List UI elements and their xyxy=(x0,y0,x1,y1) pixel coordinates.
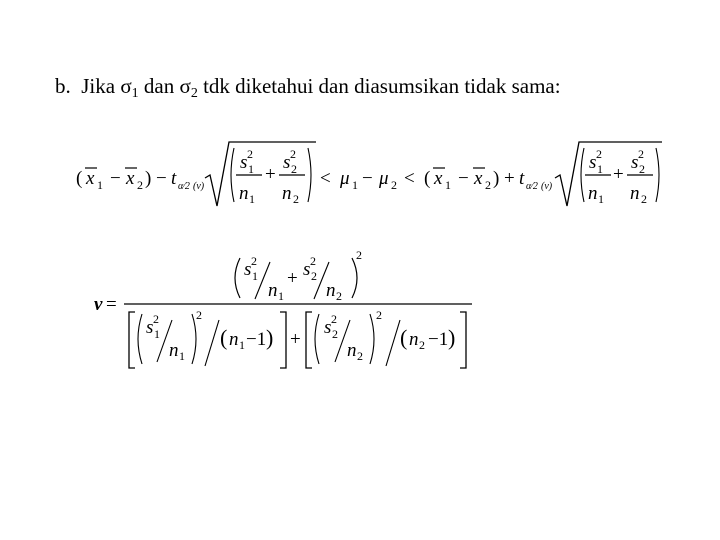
xbar2: x xyxy=(126,168,135,189)
plus-sign: + xyxy=(504,168,515,189)
equals-sign: = xyxy=(106,294,117,315)
square-exp: 2 xyxy=(196,308,202,322)
heading-text-after: tdk diketahui dan diasumsikan tidak sama: xyxy=(197,74,561,98)
right-bracket-curve xyxy=(656,148,659,202)
s1: s xyxy=(240,152,248,173)
sigma-subscript-2: 2 xyxy=(190,86,198,101)
plus-sign: + xyxy=(613,164,624,185)
s1: s xyxy=(146,317,154,338)
plus-sign: + xyxy=(287,268,298,289)
n2-sub: 2 xyxy=(336,289,342,303)
t-stat: t xyxy=(519,168,525,189)
right-paren-curve xyxy=(370,314,374,364)
xbar2: x xyxy=(474,168,483,189)
s2-sub: 2 xyxy=(639,162,645,176)
s1: s xyxy=(244,259,252,280)
n2: n xyxy=(282,183,292,204)
n1-sub: 1 xyxy=(239,338,245,352)
s1-sup: 2 xyxy=(596,147,602,161)
xbar2-sub: 2 xyxy=(137,178,143,192)
minus-sign: − xyxy=(110,168,121,189)
v-symbol: v xyxy=(94,294,103,315)
n2: n xyxy=(409,329,419,350)
left-paren: ( xyxy=(220,325,228,350)
left-square-bracket xyxy=(129,312,135,368)
right-paren: ) xyxy=(145,168,152,189)
left-paren: ( xyxy=(76,168,83,189)
right-paren: ) xyxy=(266,325,274,350)
s1-sup: 2 xyxy=(251,254,257,268)
minus-one: −1 xyxy=(246,329,267,350)
right-paren: ) xyxy=(448,325,456,350)
n2: n xyxy=(326,280,336,301)
less-than: < xyxy=(320,168,331,189)
s1-sup: 2 xyxy=(247,147,253,161)
slash xyxy=(205,320,219,366)
s2-sup: 2 xyxy=(290,147,296,161)
minus-sign: − xyxy=(156,168,167,189)
s1-sub: 1 xyxy=(252,269,258,283)
left-paren-curve xyxy=(315,314,319,364)
n1: n xyxy=(229,329,239,350)
s2: s xyxy=(283,152,291,173)
n1-sub: 1 xyxy=(179,349,185,363)
s2-sub: 2 xyxy=(291,162,297,176)
right-bracket-curve xyxy=(308,148,311,202)
s2-sup: 2 xyxy=(638,147,644,161)
mu2: μ xyxy=(379,168,389,189)
nu-paren: (ν) xyxy=(541,181,553,192)
n1-sub: 1 xyxy=(598,192,604,206)
n1: n xyxy=(169,340,179,361)
left-paren: ( xyxy=(400,325,408,350)
right-paren: ) xyxy=(493,168,500,189)
s1-sup: 2 xyxy=(153,312,159,326)
t-stat: t xyxy=(171,168,177,189)
sigma-subscript-1: 1 xyxy=(131,86,139,101)
heading-text-mid: dan xyxy=(138,74,180,98)
s2: s xyxy=(631,152,639,173)
right-square-bracket xyxy=(280,312,286,368)
degrees-of-freedom-formula xyxy=(94,248,472,368)
alpha-half: α⁄2 xyxy=(526,181,538,192)
left-paren: ( xyxy=(424,168,431,189)
n2-sub: 2 xyxy=(419,338,425,352)
xbar1-sub: 1 xyxy=(445,178,451,192)
s2-sub: 2 xyxy=(311,269,317,283)
s2-sup: 2 xyxy=(310,254,316,268)
plus-sign: + xyxy=(265,164,276,185)
left-paren-curve xyxy=(235,258,240,298)
right-square-bracket xyxy=(460,312,466,368)
n1-sub: 1 xyxy=(278,289,284,303)
sigma-symbol: σ xyxy=(120,74,132,98)
n2: n xyxy=(630,183,640,204)
s1-sub: 1 xyxy=(154,327,160,341)
xbar2-sub: 2 xyxy=(485,178,491,192)
minus-one: −1 xyxy=(428,329,449,350)
n1-sub: 1 xyxy=(249,192,255,206)
minus-sign: − xyxy=(458,168,469,189)
n2: n xyxy=(347,340,357,361)
left-paren-curve xyxy=(138,314,142,364)
mu1: μ xyxy=(340,168,350,189)
outer-square: 2 xyxy=(356,248,362,262)
s2-sub: 2 xyxy=(332,327,338,341)
n1: n xyxy=(588,183,598,204)
n2-sub: 2 xyxy=(357,349,363,363)
left-bracket-curve xyxy=(581,148,584,202)
right-paren-curve xyxy=(352,258,357,298)
less-than: < xyxy=(404,168,415,189)
s2: s xyxy=(324,317,332,338)
xbar1-sub: 1 xyxy=(97,178,103,192)
item-label: b. xyxy=(55,74,71,98)
s1-sub: 1 xyxy=(248,162,254,176)
slash xyxy=(386,320,400,366)
s2-sup: 2 xyxy=(331,312,337,326)
left-square-bracket xyxy=(306,312,312,368)
n1: n xyxy=(268,280,278,301)
n2-sub: 2 xyxy=(641,192,647,206)
s1-sub: 1 xyxy=(597,162,603,176)
xbar1: x xyxy=(434,168,443,189)
heading-text-before: Jika xyxy=(81,74,121,98)
plus-sign: + xyxy=(290,329,301,350)
alpha-half: α⁄2 xyxy=(178,181,190,192)
radical-sign xyxy=(205,142,316,206)
s1: s xyxy=(589,152,597,173)
nu-paren: (ν) xyxy=(193,181,205,192)
sigma-symbol: σ xyxy=(179,74,191,98)
square-exp: 2 xyxy=(376,308,382,322)
s2: s xyxy=(303,259,311,280)
n1: n xyxy=(239,183,249,204)
left-bracket-curve xyxy=(231,148,234,202)
mu2-sub: 2 xyxy=(391,178,397,192)
n2-sub: 2 xyxy=(293,192,299,206)
minus-sign: − xyxy=(362,168,373,189)
mu1-sub: 1 xyxy=(352,178,358,192)
xbar1: x xyxy=(86,168,95,189)
